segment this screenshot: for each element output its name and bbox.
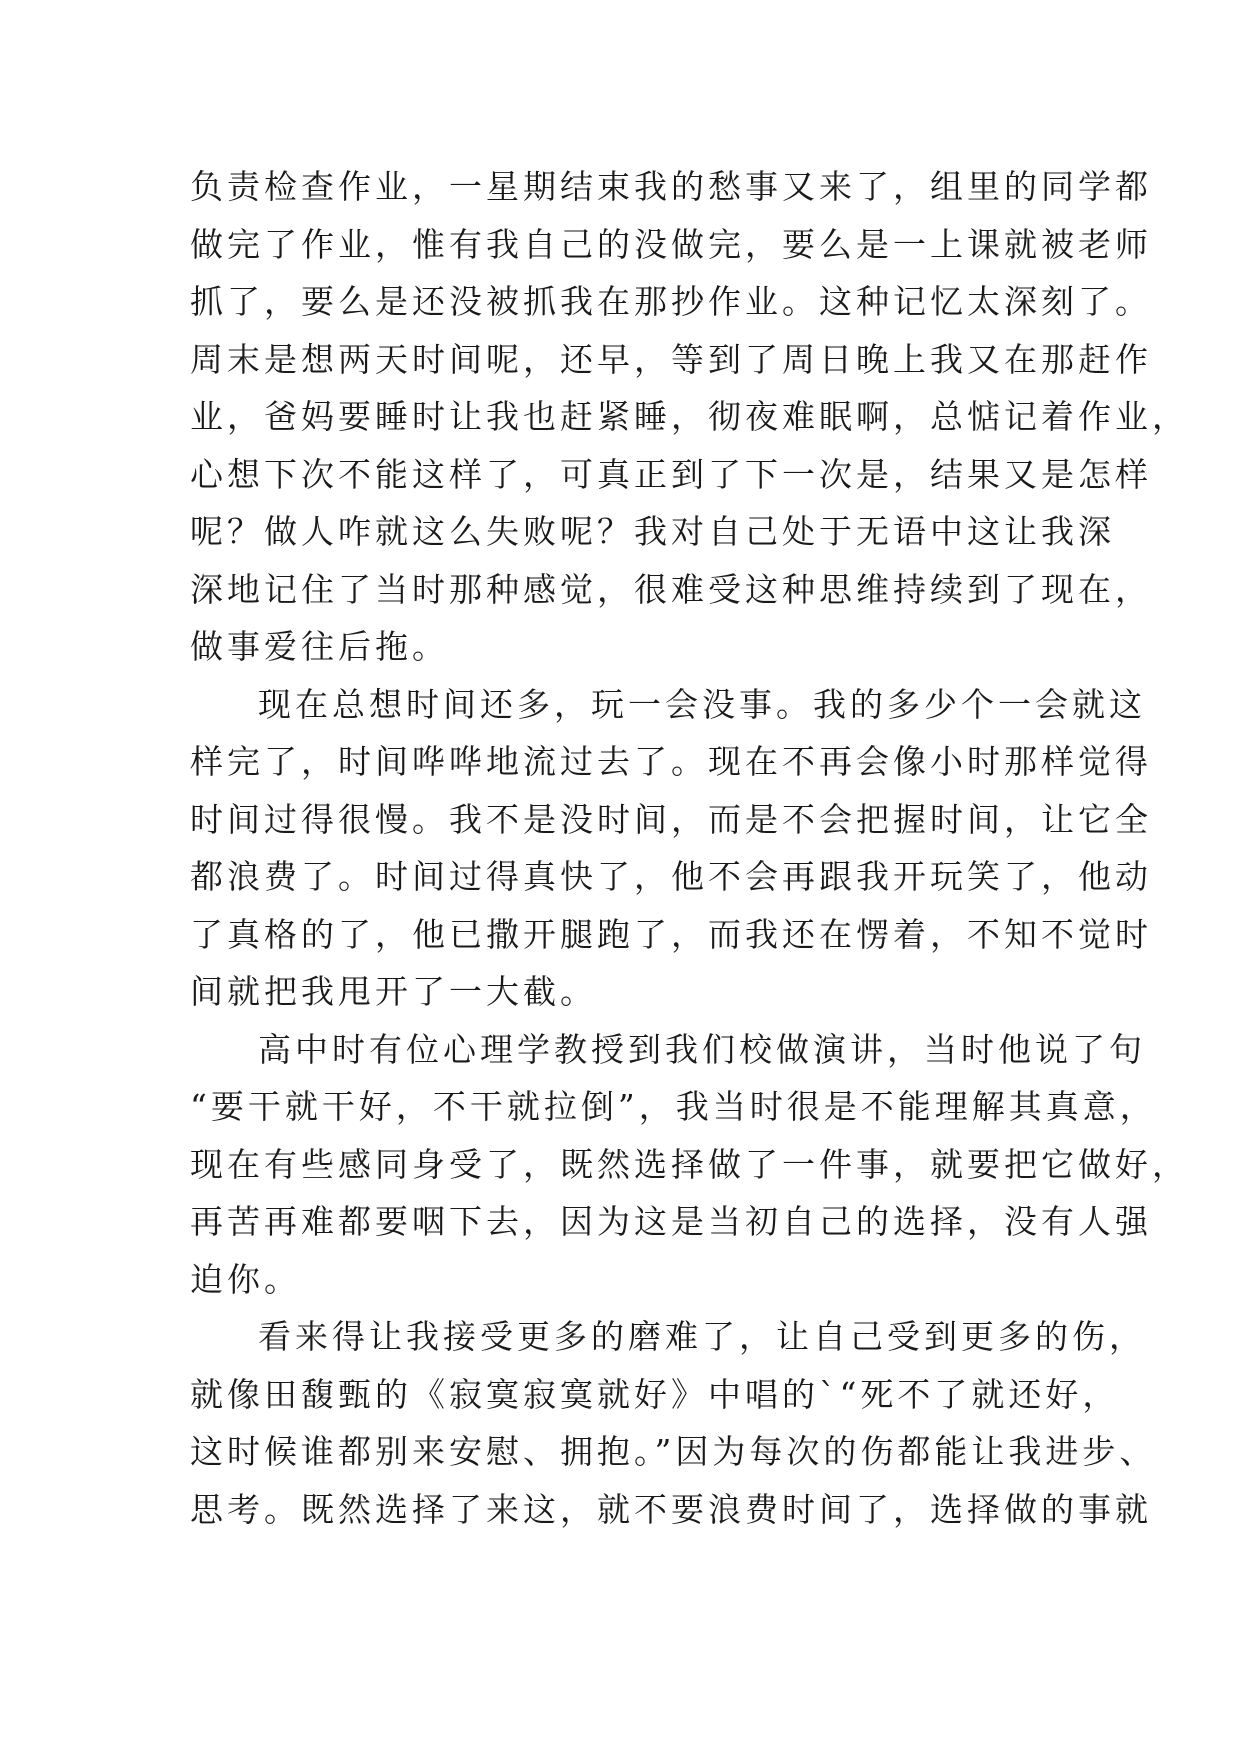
text-line: 业，爸妈要睡时让我也赶紧睡，彻夜难眠啊，总惦记着作业， [190,397,1189,436]
text-line: 都浪费了。时间过得真快了，他不会再跟我开玩笑了，他动 [190,857,1152,896]
text-line: “要干就干好，不干就拉倒”，我当时很是不能理解其真意， [190,1087,1157,1126]
paragraph-first-line: 高中时有位心理学教授到我们校做演讲，当时他说了句 [258,1029,1146,1069]
text-line: 呢？做人咋就这么失败呢？我对自己处于无语中这让我深 [190,512,1115,551]
text-line: 迫你。 [190,1259,301,1299]
text-line: 周末是想两天时间呢，还早，等到了周日晚上我又在那赶作 [190,339,1152,379]
paragraph-first-line: 现在总想时间还多，玩一会没事。我的多少个一会就这 [258,684,1146,724]
text-line: 间就把我甩开了一大截。 [190,972,597,1011]
text-line: 这时候谁都别来安慰、拥抱。”因为每次的伤都能让我进步、 [190,1432,1157,1471]
text-line: 深地记住了当时那种感觉，很难受这种思维持续到了现在， [190,569,1152,609]
text-line: 就像田馥甄的《寂寞寂寞就好》中唱的`“死不了就还好， [190,1374,1120,1414]
text-line: 做完了作业，惟有我自己的没做完，要么是一上课就被老师 [190,224,1152,264]
text-line: 负责检查作业，一星期结束我的愁事又来了，组里的同学都 [190,167,1152,206]
text-line: 做事爱往后拖。 [190,627,449,666]
document-body [190,158,1189,1538]
text-line: 样完了，时间哗哗地流过去了。现在不再会像小时那样觉得 [190,742,1152,781]
text-line: 心想下次不能这样了，可真正到了下一次是，结果又是怎样 [190,454,1152,494]
text-line: 时间过得很慢。我不是没时间，而是不会把握时间，让它全 [190,799,1152,839]
text-line: 了真格的了，他已撒开腿跑了，而我还在愣着，不知不觉时 [190,914,1152,954]
paragraph-first-line: 看来得让我接受更多的磨难了，让自己受到更多的伤， [258,1317,1146,1356]
text-line: 再苦再难都要咽下去，因为这是当初自己的选择，没有人强 [190,1202,1152,1241]
text-line: 思考。既然选择了来这，就不要浪费时间了，选择做的事就 [190,1489,1152,1529]
text-line: 抓了，要么是还没被抓我在那抄作业。这种记忆太深刻了。 [190,282,1152,321]
text-line: 现在有些感同身受了，既然选择做了一件事，就要把它做好， [190,1144,1189,1184]
